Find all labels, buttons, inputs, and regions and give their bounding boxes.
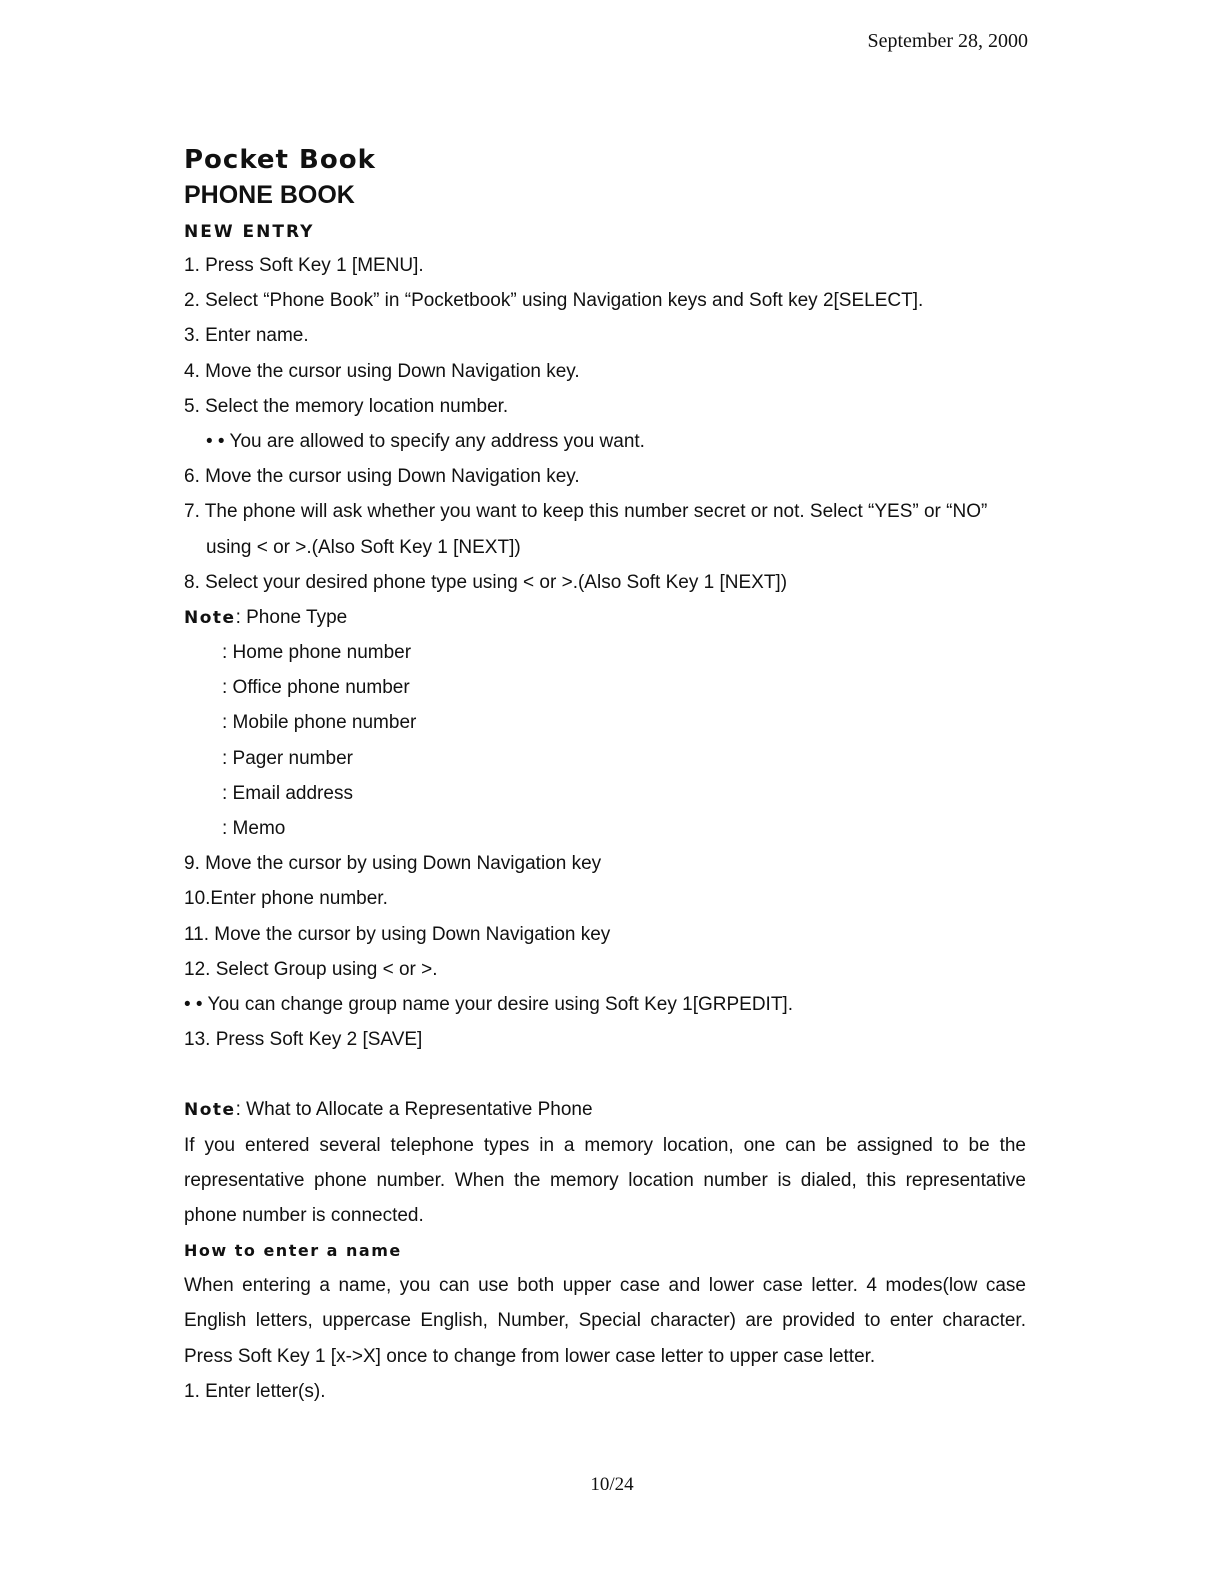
document-title: Pocket Book	[184, 145, 376, 175]
page-date: September 28, 2000	[867, 30, 1028, 52]
step-13: 13. Press Soft Key 2 [SAVE]	[184, 1029, 423, 1051]
step-5: 5. Select the memory location number.	[184, 395, 509, 417]
step-6: 6. Move the cursor using Down Navigation key.	[184, 466, 580, 488]
step-1: 1. Press Soft Key 1 [MENU].	[184, 255, 424, 276]
step-10: 10.Enter phone number.	[184, 888, 388, 910]
note-text: : Phone Type	[235, 606, 348, 628]
step-12: 12. Select Group using < or >.	[184, 958, 438, 980]
document-body	[184, 142, 1026, 1409]
step-7: 7. The phone will ask whether you want to keep this number secret or not. Select “YES” or “NO”	[184, 501, 988, 523]
section-heading: PHONE BOOK	[184, 181, 355, 209]
page-number: 10/24	[590, 1474, 634, 1495]
enter-name-paragraph: When entering a name, you can use both upper case and lower case letter. 4 modes(low case English letters, uppercase English, Number, Special character) are provided to enter character. Press Soft Key 1 [x->X] once to change from lower case letter to upper case letter.	[184, 1275, 1026, 1367]
phone-type-item: : Memo	[222, 818, 286, 839]
phone-type-item: : Mobile phone number	[222, 712, 417, 734]
phone-type-item: : Home phone number	[222, 642, 412, 664]
step-12-bullet: • • You can change group name your desire using Soft Key 1[GRPEDIT].	[184, 993, 793, 1015]
step-9: 9. Move the cursor by using Down Navigation key	[184, 853, 602, 875]
step-4: 4. Move the cursor using Down Navigation key.	[184, 360, 580, 382]
step-11: 11. Move the cursor by using Down Navigation key	[184, 923, 611, 945]
step-7-continued: using < or >.(Also Soft Key 1 [NEXT])	[206, 536, 521, 558]
step-8: 8. Select your desired phone type using < or >.(Also Soft Key 1 [NEXT])	[184, 571, 788, 593]
step-2: 2. Select “Phone Book” in “Pocketbook” using Navigation keys and Soft key 2[SELECT].	[184, 290, 924, 312]
note-phone-type	[184, 600, 1026, 635]
how-to-enter-name-heading: How to enter a name	[184, 1241, 402, 1261]
phone-type-item: : Office phone number	[222, 677, 410, 699]
step-3: 3. Enter name.	[184, 325, 309, 347]
representative-phone-paragraph: If you entered several telephone types in a memory location, one can be assigned to be the representative phone number. When the memory location number is dialed, this representative phone number is connected.	[184, 1134, 1026, 1226]
note-label: Note	[184, 607, 236, 628]
subsection-heading: NEW ENTRY	[184, 222, 315, 242]
note-text: : What to Allocate a Representative Phone	[235, 1099, 593, 1121]
phone-type-item: : Email address	[222, 782, 353, 804]
phone-type-item: : Pager number	[222, 747, 353, 769]
step-5-bullet: • • You are allowed to specify any address you want.	[206, 430, 645, 452]
enter-name-step-1: 1. Enter letter(s).	[184, 1380, 326, 1402]
note-label: Note	[184, 1100, 236, 1121]
spacer	[184, 1057, 1026, 1092]
note-representative-phone	[184, 1092, 1026, 1127]
